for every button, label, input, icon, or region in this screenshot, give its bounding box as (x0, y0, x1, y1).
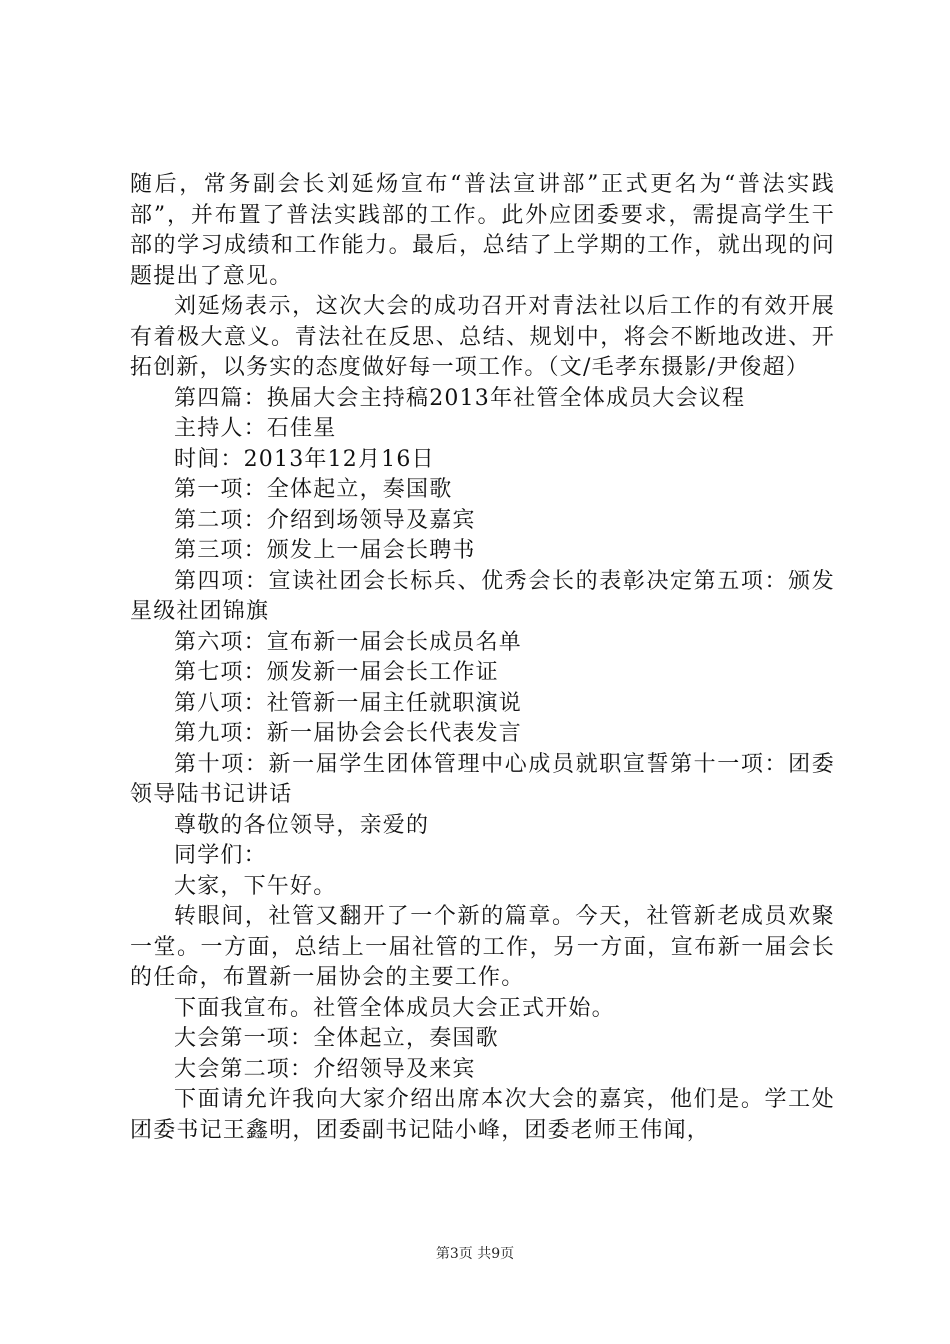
paragraph: 大会第二项：介绍领导及来宾 (174, 1056, 476, 1082)
agenda-item: 第三项：颁发上一届会长聘书 (174, 538, 476, 563)
agenda-item: 第四项：宣读社团会长标兵、优秀会长的表彰决定第五项：颁发星级社团锦旗 (130, 568, 835, 624)
agenda-item: 第二项：介绍到场领导及嘉宾 (174, 507, 476, 533)
greeting-line: 尊敬的各位领导，亲爱的 (174, 812, 430, 838)
section-heading: 第四篇：换届大会主持稿2013年社管全体成员大会议程 (174, 385, 746, 411)
paragraph: 转眼间，社管又翻开了一个新的篇章。今天，社管新老成员欢聚一堂。一方面，总结上一届社管的工作，另一方面，宣布新一届会长的任命，布置新一届协会的主要工作。 (130, 904, 835, 990)
document-body (130, 170, 835, 1146)
paragraph: 下面请允许我向大家介绍出席本次大会的嘉宾，他们是。学工处团委书记王鑫明，团委副书记陆小峰，团委老师王伟闻， (130, 1087, 835, 1143)
host-line: 主持人：石佳星 (174, 416, 337, 441)
agenda-item: 第九项：新一届协会会长代表发言 (174, 721, 523, 746)
agenda-item: 第十项：新一届学生团体管理中心成员就职宣誓第十一项：团委领导陆书记讲话 (130, 751, 835, 807)
agenda-item: 第八项：社管新一届主任就职演说 (174, 690, 523, 716)
time-line: 时间：2013年12月16日 (174, 446, 435, 472)
agenda-item: 第七项：颁发新一届会长工作证 (174, 660, 499, 685)
greeting-line: 同学们： (174, 843, 267, 868)
page-number: 第3页 共9页 (435, 1246, 515, 1262)
greeting-line: 大家，下午好。 (174, 873, 337, 899)
agenda-item: 第一项：全体起立，奏国歌 (174, 477, 453, 502)
paragraph: 下面我宣布。社管全体成员大会正式开始。 (174, 995, 615, 1021)
paragraph: 刘延炀表示，这次大会的成功召开对青法社以后工作的有效开展有着极大意义。青法社在反思、总结、规划中，将会不断地改进、开拓创新，以务实的态度做好每一项工作。（文/毛孝东摄影/尹俊超） (130, 294, 835, 380)
paragraph: 大会第一项：全体起立，奏国歌 (174, 1026, 499, 1051)
agenda-item: 第六项：宣布新一届会长成员名单 (174, 629, 523, 655)
paragraph: 随后，常务副会长刘延炀宣布“普法宣讲部”正式更名为“普法实践部”，并布置了普法实践部的工作。此外应团委要求，需提高学生干部的学习成绩和工作能力。最后，总结了上学期的工作，就出现的问题提出了意见。 (130, 172, 835, 289)
